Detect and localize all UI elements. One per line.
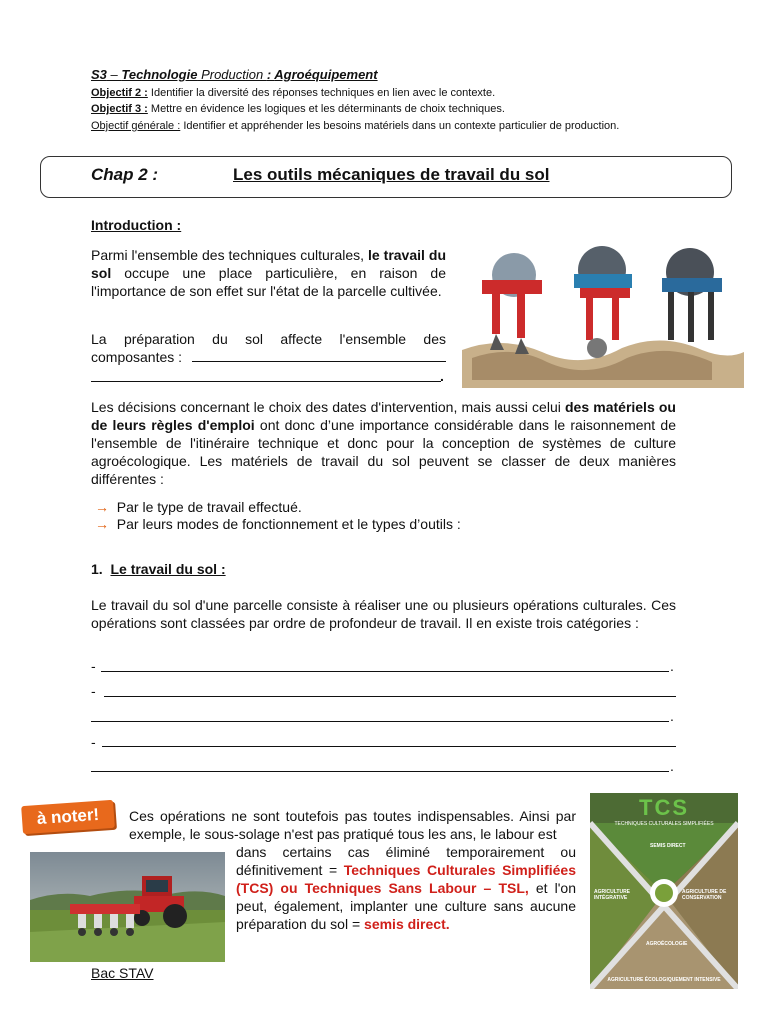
intro-p3-bold: des matériels ou de leurs règles d'emploi <box>91 399 676 433</box>
intro-paragraph-3 <box>91 398 676 488</box>
fill-blank-line[interactable] <box>91 721 669 722</box>
header-technologie: Technologie <box>121 67 198 82</box>
photo-caption: Bac STAV <box>91 965 154 981</box>
dash-marker: - <box>91 683 96 699</box>
intro-p1-a: Parmi l'ensemble des techniques culturales, <box>91 247 369 263</box>
section-1-text: Le travail du sol d'une parcelle consiste à réaliser une ou plusieurs opérations culturales. Ces opérations sont classées par ordre de profondeur de travail. Il en existe trois catégories : <box>91 597 676 631</box>
course-code: S3 <box>91 67 107 82</box>
arrow-icon: → <box>95 499 109 515</box>
intro-paragraph-1 <box>91 246 446 300</box>
note-text-bottom <box>236 843 576 933</box>
list-item <box>95 499 461 516</box>
chapter-title: Les outils mécaniques de travail du sol <box>233 165 550 184</box>
magazine-label: SEMIS DIRECT <box>650 843 686 849</box>
note-text-b: dans certains cas éliminé temporairement ou définitivement = <box>236 844 576 878</box>
objective-3-text: Mettre en évidence les logiques et les déterminants de choix techniques. <box>147 103 505 115</box>
magazine-label: AGRICULTURE ÉCOLOGIQUEMENT INTENSIVE <box>607 977 721 983</box>
note-tcs-term: Techniques Culturales Simplifiées (TCS) ou Techniques Sans Labour – TSL, <box>236 862 576 896</box>
magazine-label: AGRICULTURE DE CONSERVATION <box>682 889 727 901</box>
objective-3-label: Objectif 3 : <box>91 103 148 115</box>
chapter-number: Chap 2 : <box>91 165 159 184</box>
fill-blank-line[interactable] <box>91 381 441 382</box>
arrow-icon: → <box>95 516 109 532</box>
blank-end-dot: . <box>670 758 674 774</box>
dash-marker: - <box>91 658 96 674</box>
header-agroequipement: Agroéquipement <box>274 67 378 82</box>
objective-general <box>91 120 619 133</box>
dash-marker: - <box>91 734 96 750</box>
objective-2 <box>91 87 495 100</box>
objective-2-label: Objectif 2 : <box>91 87 148 99</box>
blank-end-dot: . <box>670 708 674 724</box>
section-1-heading <box>91 561 226 577</box>
magazine-title: TCS <box>639 795 689 820</box>
note-semis-direct: semis direct. <box>364 916 450 932</box>
magazine-label: AGROÉCOLOGIE <box>646 941 688 947</box>
note-text-c: et l'on peut, également, implanter une culture sans aucune préparation du sol = <box>236 880 577 932</box>
intro-p1-c: occupe une place particulière, en raison de l'importance de son effet sur l'état de la parcelle cultivée. <box>91 265 446 299</box>
blank-end-dot: . <box>670 658 674 674</box>
header-dash: – <box>106 67 122 82</box>
section-1-title: Le travail du sol : <box>110 561 226 577</box>
course-header <box>91 68 378 81</box>
tcs-magazine-cover <box>590 793 738 989</box>
fill-blank-line[interactable] <box>104 696 676 697</box>
bullet-list <box>95 499 461 533</box>
fill-blank-line[interactable] <box>101 671 669 672</box>
list-item-text: Par le type de travail effectué. <box>116 499 302 515</box>
objective-3 <box>91 103 505 116</box>
note-text-top: Ces opérations ne sont toutefois pas toutes indispensables. Ainsi par exemple, le sous-solage n'est pas pratiqué tous les ans, le labour est <box>129 808 576 842</box>
note-badge: à noter! <box>21 800 115 834</box>
fill-blank-line[interactable] <box>91 771 669 772</box>
intro-p3-c: ont donc d’une importance considérable dans le raisonnement de l'ensemble de l'itinéraire technique et donc pour la conception de systèmes de culture agroécologique. Les matériels de travail du sol peuvent se classer de deux manières différentes : <box>91 417 676 487</box>
magazine-subtitle: TECHNIQUES CULTURALES SIMPLIFIÉES <box>614 821 714 827</box>
section-1-number: 1. <box>91 561 103 577</box>
header-production: Production <box>197 67 267 82</box>
objective-general-text: Identifier et appréhender les besoins matériels dans un contexte particulier de production. <box>180 120 620 132</box>
tractor-seeder-photo <box>30 852 225 962</box>
intro-p2-text: La préparation du sol affecte l'ensemble des composantes : <box>91 331 446 365</box>
magazine-label: AGRICULTURE INTÉGRATIVE <box>594 889 631 901</box>
intro-p1-bold: le travail du sol <box>91 247 446 281</box>
objective-general-label: Objectif générale : <box>91 120 181 132</box>
intro-p3-a: Les décisions concernant le choix des dates d'intervention, mais aussi celui <box>91 399 565 415</box>
list-item <box>95 516 461 533</box>
intro-heading: Introduction : <box>91 217 182 233</box>
fill-blank-line[interactable] <box>102 746 676 747</box>
blank-end-dot: . <box>440 368 444 384</box>
objective-2-text: Identifier la diversité des réponses techniques en lien avec le contexte. <box>147 87 496 99</box>
fill-blank-line[interactable] <box>192 361 446 362</box>
soil-tools-illustration <box>462 240 744 388</box>
header-colon: : <box>266 67 275 82</box>
list-item-text: Par leurs modes de fonctionnement et le types d’outils : <box>116 516 461 532</box>
